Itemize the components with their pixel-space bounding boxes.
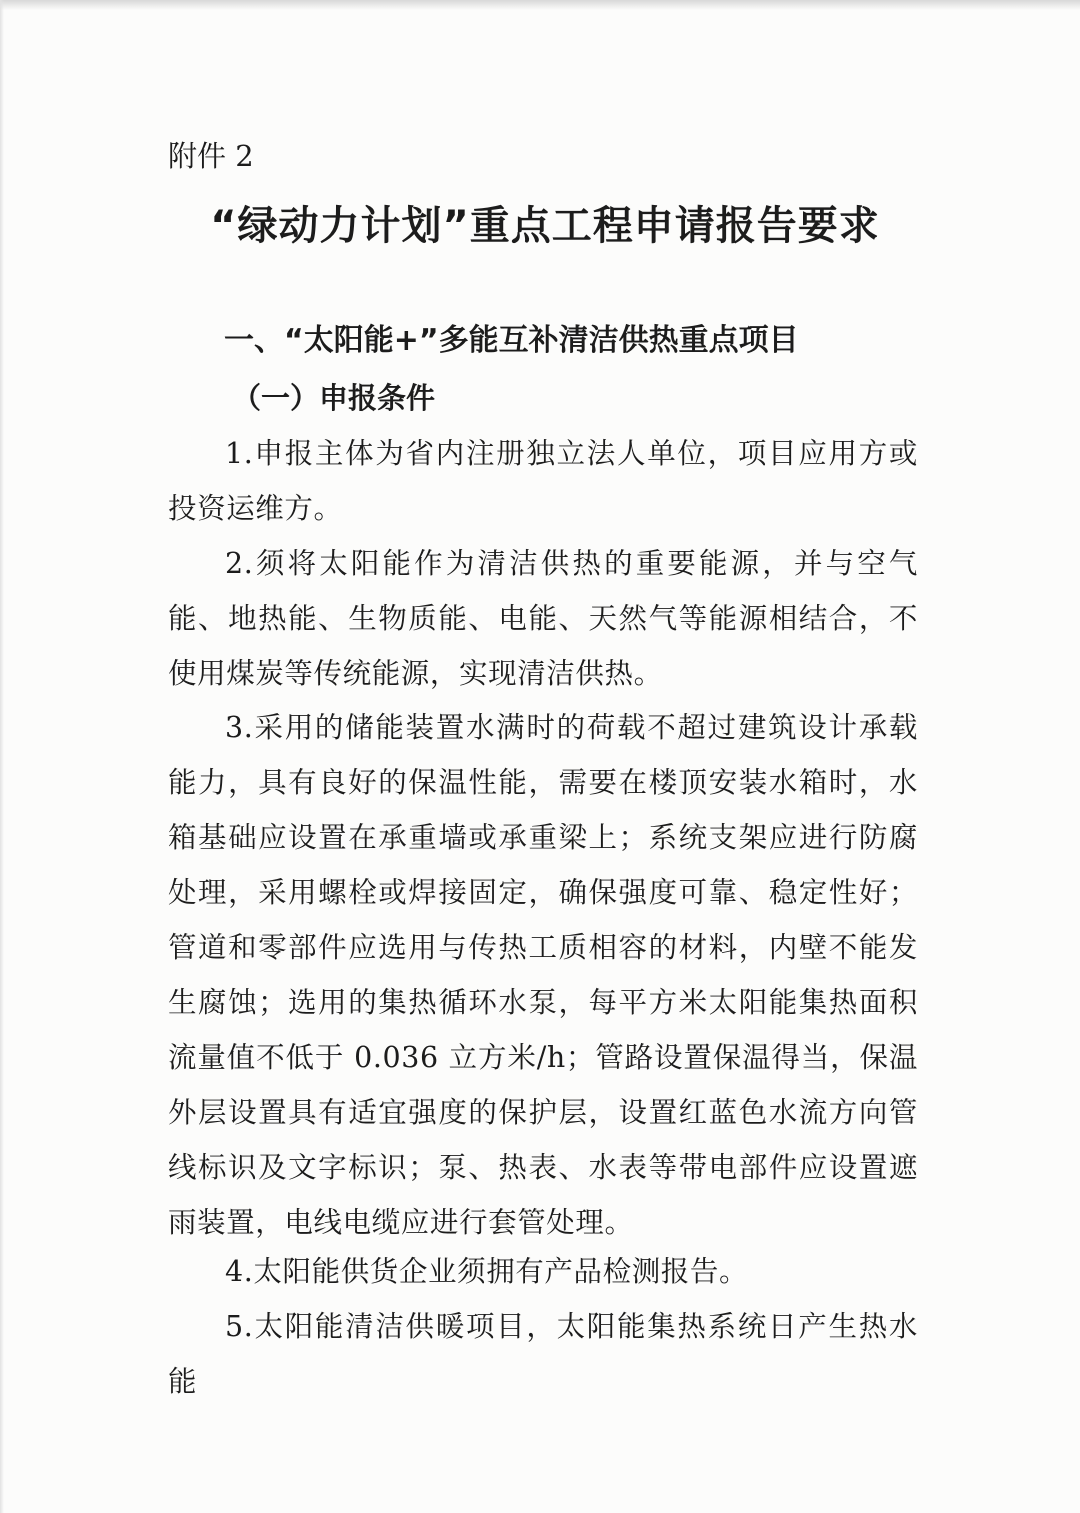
requirement-item-4: 4.太阳能供货企业须拥有产品检测报告。 [225,1255,749,1288]
requirement-item-5: 5.太阳能清洁供暖项目，太阳能集热系统日产生热水能 [168,1310,918,1398]
document-title: “绿动力计划”重点工程申请报告要求 [210,203,880,249]
section-heading: 一、“太阳能+”多能互补清洁供热重点项目 [224,323,799,358]
requirement-item-2: 2.须将太阳能作为清洁供热的重要能源，并与空气能、地热能、生物质能、电能、天然气等能源相结合，不使用煤炭等传统能源，实现清洁供热。 [168,547,918,690]
subsection-heading: （一）申报条件 [232,381,436,415]
requirement-item-1: 1.申报主体为省内注册独立法人单位，项目应用方或投资运维方。 [168,437,918,525]
requirement-item-3: 3.采用的储能装置水满时的荷载不超过建筑设计承载能力，具有良好的保温性能，需要在楼顶安装水箱时，水箱基础应设置在承重墙或承重梁上；系统支架应进行防腐处理，采用螺栓或焊接固定，确保强度可靠、稳定性好；管道和零部件应选用与传热工质相容的材料，内壁不能发生腐蚀；选用的集热循环水泵，每平方米太阳能集热面积流量值不低于 0.036 立方米/h；管路设置保温得当，保温外层设置具有适宜强度的保护层，设置红蓝色水流方向管线标识及文字标识；泵、热表、水表等带电部件应设置遮雨装置，电线电缆应进行套管处理。 [168,711,918,1239]
scan-edge-top [0,0,1080,10]
attachment-label: 附件 2 [168,139,254,173]
